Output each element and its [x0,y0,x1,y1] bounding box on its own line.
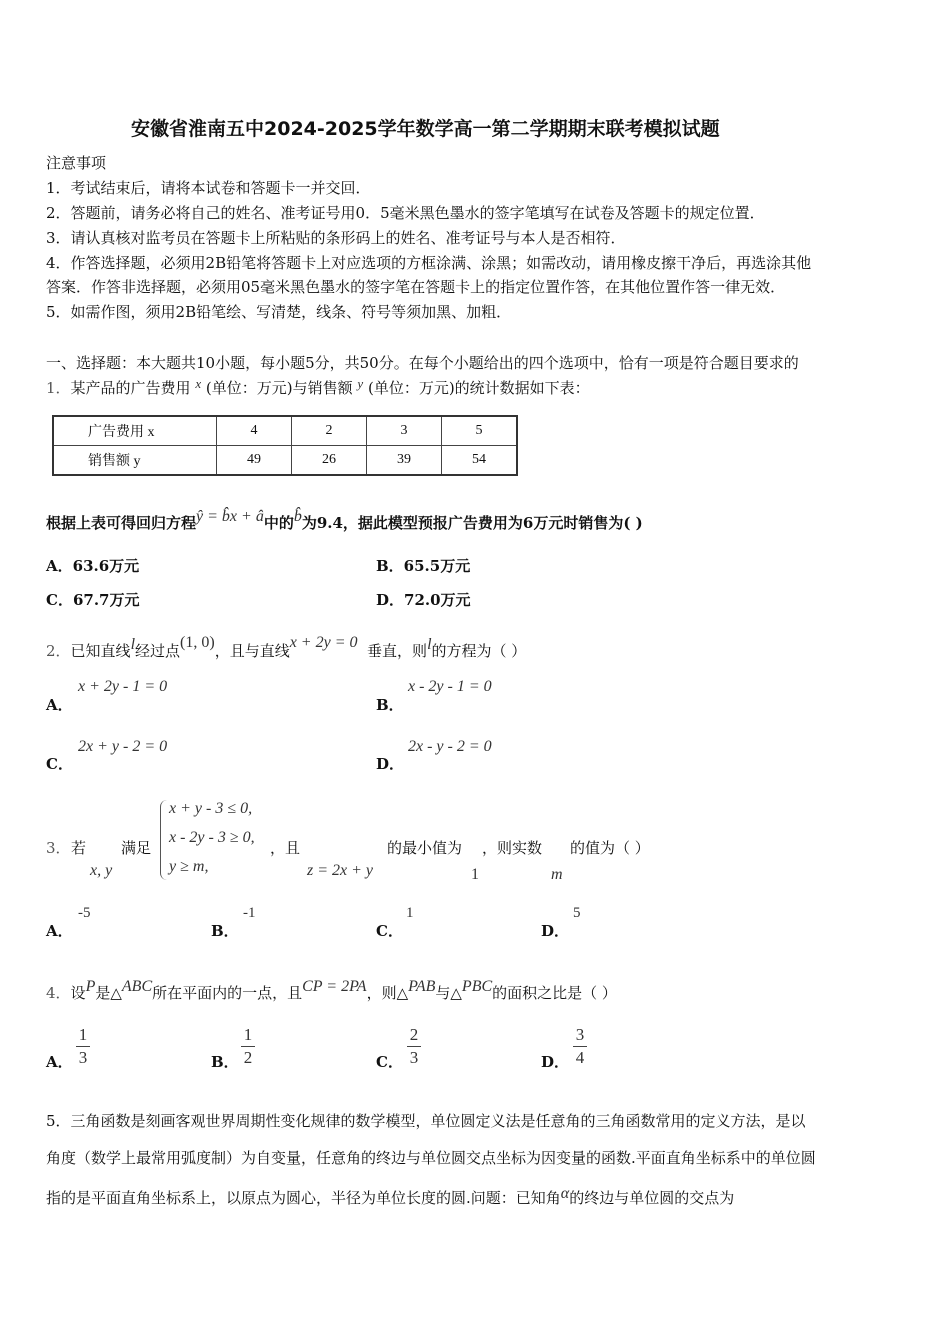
q4-stem [46,978,617,1003]
fraction-denominator: 2 [243,1048,253,1067]
q1-number: 1． [46,379,71,397]
q3-option-d-label[interactable]: D． [541,922,570,940]
q4-text: 所在平面内的一点，且 [152,984,303,1002]
notice-item: 答案．作答非选择题，必须用05毫米黑色墨水的签字笔在答题卡上的指定位置作答，在其他位置作答一律无效． [46,278,786,296]
q4-option-b-label[interactable]: B． [211,1053,239,1071]
notice-item: 4．作答选择题，必须用2B铅笔将答题卡上对应选项的方框涂满、涂黑；如需改动，请用橡皮擦干净后，再选涂其他 [46,254,812,272]
fraction-numerator: 1 [78,1025,88,1044]
q1-question-text: 根据上表可得回归方程 [46,514,197,532]
q4-number: 4． [46,984,71,1002]
q2-option-b-label[interactable]: B． [376,696,404,714]
table-row-label: 广告费用 x [53,416,217,446]
q4-option-a-label[interactable]: A． [46,1053,73,1071]
q4-text: 的面积之比是（ ） [492,984,617,1002]
constraint: x + y - 3 ≤ 0, [169,800,253,817]
q4-text: ，则△ [366,984,409,1002]
q3-text: ，则实数 [482,839,543,857]
q3-option-b-label[interactable]: B． [211,922,239,940]
q4-text: 设 [70,984,86,1002]
q3-option-a-label[interactable]: A． [46,922,73,940]
notice-heading: 注意事项 [46,154,107,172]
q1-option-a[interactable]: A．63.6万元 [46,557,140,575]
system-brace [160,800,167,880]
q2-text: ，且与直线 [214,642,290,660]
q1-var-x: x [195,376,202,391]
q4-text: 与△ [435,984,462,1002]
q4-option-a[interactable] [76,1026,90,1067]
q4-option-c[interactable] [407,1026,421,1067]
q1-option-d[interactable]: D．72.0万元 [376,591,471,609]
angle-alpha: α [560,1185,570,1202]
table-cell: 49 [217,446,292,476]
fraction-numerator: 2 [409,1025,419,1044]
point: (1, 0) [180,634,215,651]
regression-equation: ŷ = b̂x + â [196,508,264,525]
q1-option-b[interactable]: B．65.5万元 [376,557,471,575]
min-value: 1 [471,866,479,883]
fraction-numerator: 1 [243,1025,253,1044]
triangle-abc: ABC [121,978,153,995]
q1-option-c[interactable]: C．67.7万元 [46,591,140,609]
table-cell: 26 [292,446,367,476]
triangle-pab: PAB [408,978,436,995]
q4-option-c-label[interactable]: C． [376,1053,403,1071]
q4-option-d[interactable] [573,1026,587,1067]
objective: z = 2x + y [307,862,374,879]
line-l: l [130,636,136,653]
triangle-pbc: PBC [461,978,493,995]
point-p: P [85,978,96,995]
fraction-denominator: 4 [575,1048,585,1067]
q1-text: (单位：万元)与销售额 [205,379,353,397]
q3-text: 若 [71,839,87,857]
given-line: x + 2y = 0 [289,634,358,651]
q3-text: 满足 [121,839,152,857]
page-title: 安徽省淮南五中2024-2025学年数学高一第二学期期末联考模拟试题 [131,118,720,140]
q2-option-a[interactable]: x + 2y - 1 = 0 [78,678,168,695]
b-hat: b̂ [293,508,302,525]
q2-option-a-label[interactable]: A． [46,696,73,714]
q2-text: 经过点 [135,642,181,660]
table-row [53,416,517,446]
fraction-numerator: 3 [575,1025,585,1044]
q3-text: 的最小值为 [387,839,463,857]
line-l: l [427,636,432,653]
fraction-denominator: 3 [409,1048,419,1067]
q5-line [46,1185,734,1208]
q1-question-text: 为9.4，据此模型预报广告费用为6万元时销售为( ) [301,514,643,532]
q1-stem [46,376,590,398]
table-row [53,446,517,476]
table-cell: 3 [367,416,442,446]
q2-option-d[interactable]: 2x - y - 2 = 0 [408,738,492,755]
q3-option-d[interactable]: 5 [573,905,581,921]
table-row-label: 销售额 y [53,446,217,476]
q1-question-text: 中的 [263,514,294,532]
q3-option-c-label[interactable]: C． [376,922,403,940]
notice-item: 3．请认真核对监考员在答题卡上所粘贴的条形码上的姓名、准考证号与本人是否相符． [46,229,626,247]
q2-text: 垂直，则 [367,642,428,660]
q4-option-b[interactable] [241,1026,255,1067]
q3-option-b[interactable]: -1 [243,905,256,921]
q5-line: 角度（数学上最常用弧度制）为自变量，任意角的终边与单位圆交点坐标为因变量的函数.平面直角坐标系中的单位圆 [46,1149,816,1167]
q2-text: 已知直线 [70,642,131,660]
table-cell: 4 [217,416,292,446]
q5-text: 的终边与单位圆的交点为 [569,1189,735,1207]
constraint: y ≥ m, [169,858,209,875]
table-cell: 5 [442,416,518,446]
q3-option-a[interactable]: -5 [78,905,91,921]
table-cell: 39 [367,446,442,476]
q5-text: 指的是平面直角坐标系上，以原点为圆心，半径为单位长度的圆.问题：已知角 [46,1189,561,1207]
q1-question [46,508,643,533]
q2-stem [46,634,526,661]
vector-condition: CP = 2PA [302,978,367,995]
q2-option-c-label[interactable]: C． [46,755,73,773]
q3-text: 的值为（ ） [570,839,650,857]
fraction-denominator: 3 [78,1048,88,1067]
q5-line: 5．三角函数是刻画客观世界周期性变化规律的数学模型，单位圆定义法是任意角的三角函数常用的定义方法，是以 [46,1112,806,1130]
q2-option-b[interactable]: x - 2y - 1 = 0 [408,678,492,695]
q2-number: 2． [46,642,71,660]
q1-text: (单位：万元)的统计数据如下表： [367,379,590,397]
q2-option-d-label[interactable]: D． [376,755,405,773]
notice-item: 2．答题前，请务必将自己的姓名、准考证号用0．5毫米黑色墨水的签字笔填写在试卷及答题卡的规定位置． [46,204,765,222]
q1-data-table [52,415,518,476]
q1-text: 某产品的广告费用 [70,379,191,397]
table-cell: 2 [292,416,367,446]
q3-option-c[interactable]: 1 [406,905,414,921]
q4-text: 是△ [95,984,122,1002]
q3-number: 3． [46,839,71,857]
var-m: m [551,866,563,883]
q1-var-y: y [357,376,364,391]
q2-text: 的方程为（ ） [431,642,527,660]
table-cell: 54 [442,446,518,476]
notice-item: 1．考试结束后，请将本试卷和答题卡一并交回． [46,179,371,197]
constraint: x - 2y - 3 ≥ 0, [169,829,255,846]
q3-vars: x, y [90,862,113,879]
notice-item: 5．如需作图，须用2B铅笔绘、写清楚，线条、符号等须加黑、加粗． [46,303,512,321]
q3-text: ，且 [270,839,301,857]
section-heading: 一、选择题：本大题共10小题，每小题5分，共50分。在每个小题给出的四个选项中，恰有一项是符合题目要求的 [46,354,799,372]
q4-option-d-label[interactable]: D． [541,1053,570,1071]
q2-option-c[interactable]: 2x + y - 2 = 0 [78,738,168,755]
